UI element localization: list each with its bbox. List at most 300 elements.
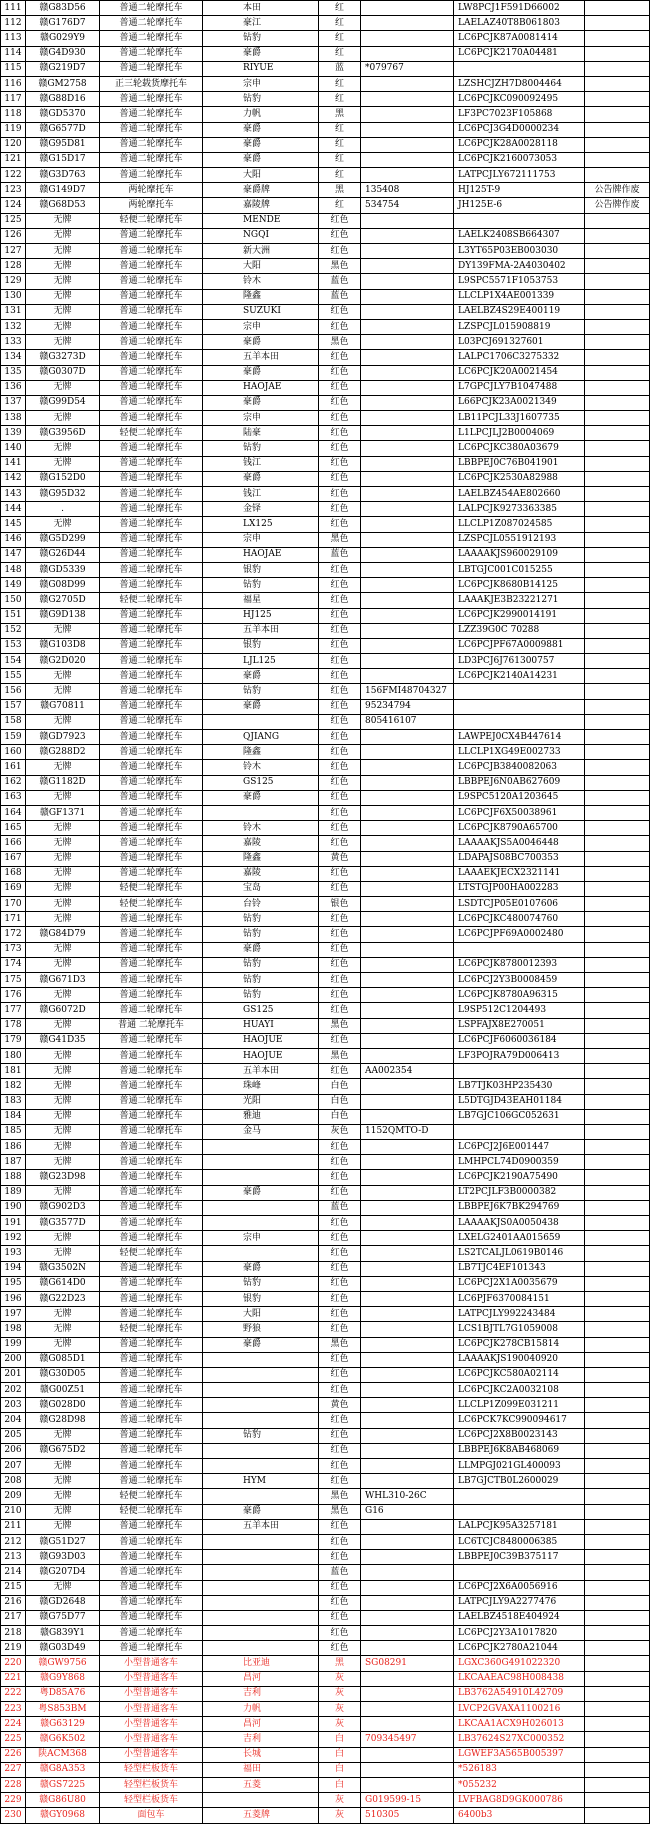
color-cell: 红	[319, 16, 361, 31]
remark-cell	[585, 76, 650, 91]
row-number-cell: 162	[1, 775, 26, 790]
vehicle-type-cell: 普通二轮摩托车	[100, 441, 203, 456]
remark-cell	[585, 1808, 650, 1823]
remark-cell	[585, 1489, 650, 1504]
remark-cell	[585, 1686, 650, 1701]
color-cell: 红色	[319, 502, 361, 517]
brand-cell: 豪爵	[203, 395, 319, 410]
remark-cell	[585, 654, 650, 669]
row-number-cell: 170	[1, 897, 26, 912]
vehicle-type-cell: 轻便二轮摩托车	[100, 426, 203, 441]
row-number-cell: 214	[1, 1565, 26, 1580]
brand-cell: 陆豪	[203, 426, 319, 441]
engine-number-cell	[361, 274, 454, 289]
row-number-cell: 185	[1, 1124, 26, 1139]
color-cell: 红色	[319, 1231, 361, 1246]
vehicle-type-cell: 轻便二轮摩托车	[100, 1246, 203, 1261]
plate-number-cell: 赣G028D0	[26, 1398, 100, 1413]
table-row	[1, 122, 650, 137]
engine-number-cell	[361, 304, 454, 319]
vehicle-type-cell: 普通二轮摩托车	[100, 957, 203, 972]
table-row	[1, 1170, 650, 1185]
table-row	[1, 441, 650, 456]
row-number-cell: 149	[1, 578, 26, 593]
table-row	[1, 1550, 650, 1565]
brand-cell: 金马	[203, 1124, 319, 1139]
vehicle-type-cell: 普通二轮摩托车	[100, 532, 203, 547]
engine-number-cell	[361, 1352, 454, 1367]
vehicle-type-cell: 普通二轮摩托车	[100, 350, 203, 365]
table-row	[1, 1534, 650, 1549]
vin-number-cell: LAELBZ4518E404924	[454, 1610, 585, 1625]
vehicle-type-cell: 普通二轮摩托车	[100, 1276, 203, 1291]
remark-cell	[585, 1367, 650, 1382]
vin-number-cell	[454, 1504, 585, 1519]
engine-number-cell	[361, 532, 454, 547]
row-number-cell: 141	[1, 456, 26, 471]
remark-cell	[585, 1307, 650, 1322]
color-cell: 蓝色	[319, 1565, 361, 1580]
color-cell: 红色	[319, 1064, 361, 1079]
vin-number-cell: LC6PCJ2Y3A1017820	[454, 1626, 585, 1641]
engine-number-cell	[361, 1626, 454, 1641]
vehicle-type-cell: 普通二轮摩托车	[100, 1519, 203, 1534]
vehicle-type-cell: 普通二轮摩托车	[100, 1474, 203, 1489]
brand-cell: 珠峰	[203, 1079, 319, 1094]
vehicle-type-cell: 普通二轮摩托车	[100, 1428, 203, 1443]
table-row	[1, 1398, 650, 1413]
vin-number-cell: LAELAZ40T8B061803	[454, 16, 585, 31]
brand-cell: 昌河	[203, 1671, 319, 1686]
row-number-cell: 166	[1, 836, 26, 851]
color-cell: 蓝色	[319, 547, 361, 562]
vin-number-cell: LATPCJLY672111753	[454, 168, 585, 183]
row-number-cell: 220	[1, 1656, 26, 1671]
color-cell: 银色	[319, 897, 361, 912]
plate-number-cell: 无牌	[26, 259, 100, 274]
brand-cell	[203, 1443, 319, 1458]
vehicle-type-cell: 普通二轮摩托车	[100, 46, 203, 61]
brand-cell: 嘉陵牌	[203, 198, 319, 213]
remark-cell	[585, 684, 650, 699]
row-number-cell: 118	[1, 107, 26, 122]
brand-cell: 豪爵牌	[203, 183, 319, 198]
row-number-cell: 192	[1, 1231, 26, 1246]
row-number-cell: 160	[1, 745, 26, 760]
engine-number-cell	[361, 31, 454, 46]
row-number-cell: 213	[1, 1550, 26, 1565]
color-cell: 黑色	[319, 335, 361, 350]
remark-cell	[585, 638, 650, 653]
remark-cell	[585, 1717, 650, 1732]
plate-number-cell: 无牌	[26, 335, 100, 350]
remark-cell	[585, 1079, 650, 1094]
engine-number-cell: 709345497	[361, 1732, 454, 1747]
vin-number-cell: LC6PCJ2J6E001447	[454, 1140, 585, 1155]
vehicle-type-cell: 普通二轮摩托车	[100, 335, 203, 350]
vehicle-type-cell: 小型普通客车	[100, 1702, 203, 1717]
remark-cell	[585, 897, 650, 912]
vehicle-type-cell: 普通二轮摩托车	[100, 16, 203, 31]
plate-number-cell: 无牌	[26, 319, 100, 334]
engine-number-cell	[361, 335, 454, 350]
table-row	[1, 1762, 650, 1777]
table-row	[1, 319, 650, 334]
engine-number-cell	[361, 1459, 454, 1474]
vehicle-type-cell: 普通二轮摩托车	[100, 1140, 203, 1155]
vehicle-type-cell: 普通二轮摩托车	[100, 1626, 203, 1641]
color-cell: 红	[319, 122, 361, 137]
vin-number-cell: *526183	[454, 1762, 585, 1777]
vehicle-type-cell: 普通二轮摩托车	[100, 836, 203, 851]
brand-cell: 宝岛	[203, 881, 319, 896]
engine-number-cell	[361, 1702, 454, 1717]
engine-number-cell	[361, 517, 454, 532]
vin-number-cell: *055232	[454, 1777, 585, 1792]
table-row	[1, 456, 650, 471]
vin-number-cell: LTSTGJP00HA002283	[454, 881, 585, 896]
remark-cell	[585, 669, 650, 684]
brand-cell: 宗申	[203, 76, 319, 91]
color-cell: 红色	[319, 1595, 361, 1610]
plate-number-cell: 无牌	[26, 1079, 100, 1094]
engine-number-cell	[361, 912, 454, 927]
color-cell: 红色	[319, 973, 361, 988]
remark-cell	[585, 1732, 650, 1747]
engine-number-cell	[361, 957, 454, 972]
row-number-cell: 172	[1, 927, 26, 942]
table-row	[1, 593, 650, 608]
vehicle-type-cell: 小型普通客车	[100, 1686, 203, 1701]
remark-cell	[585, 1094, 650, 1109]
remark-cell	[585, 1610, 650, 1625]
vin-number-cell	[454, 213, 585, 228]
row-number-cell: 139	[1, 426, 26, 441]
table-row	[1, 31, 650, 46]
vehicle-type-cell: 普通二轮摩托车	[100, 1291, 203, 1306]
vin-number-cell: LAWPEJ0CX4B447614	[454, 730, 585, 745]
brand-cell	[203, 1565, 319, 1580]
plate-number-cell: 无牌	[26, 790, 100, 805]
vin-number-cell: LAELBZ4S29E400119	[454, 304, 585, 319]
brand-cell	[203, 1641, 319, 1656]
color-cell: 红色	[319, 638, 361, 653]
table-row	[1, 532, 650, 547]
remark-cell	[585, 988, 650, 1003]
plate-number-cell: 赣G671D3	[26, 973, 100, 988]
remark-cell	[585, 699, 650, 714]
color-cell: 白	[319, 1732, 361, 1747]
color-cell: 蓝色	[319, 1200, 361, 1215]
plate-number-cell: 赣G2705D	[26, 593, 100, 608]
vin-number-cell: LXELG2401AA015659	[454, 1231, 585, 1246]
vehicle-type-cell: 普通二轮摩托车	[100, 1124, 203, 1139]
engine-number-cell: 510305	[361, 1808, 454, 1823]
color-cell: 蓝	[319, 61, 361, 76]
table-row	[1, 821, 650, 836]
brand-cell: 昌河	[203, 1717, 319, 1732]
brand-cell	[203, 1170, 319, 1185]
plate-number-cell: 赣G03D49	[26, 1641, 100, 1656]
brand-cell: RIYUE	[203, 61, 319, 76]
plate-number-cell: 无牌	[26, 289, 100, 304]
engine-number-cell	[361, 638, 454, 653]
vehicle-type-cell: 普通二轮摩托车	[100, 1048, 203, 1063]
brand-cell: 大阳	[203, 259, 319, 274]
row-number-cell: 112	[1, 16, 26, 31]
table-row	[1, 1504, 650, 1519]
vin-number-cell: L5DTGJD43EAH01184	[454, 1094, 585, 1109]
brand-cell: 钻豹	[203, 927, 319, 942]
remark-cell	[585, 760, 650, 775]
row-number-cell: 226	[1, 1747, 26, 1762]
color-cell: 红色	[319, 1307, 361, 1322]
engine-number-cell	[361, 1307, 454, 1322]
plate-number-cell: 赣G9D138	[26, 608, 100, 623]
row-number-cell: 194	[1, 1261, 26, 1276]
engine-number-cell	[361, 866, 454, 881]
brand-cell: 豪爵	[203, 152, 319, 167]
table-row	[1, 1003, 650, 1018]
row-number-cell: 161	[1, 760, 26, 775]
remark-cell	[585, 745, 650, 760]
remark-cell	[585, 942, 650, 957]
color-cell: 红色	[319, 304, 361, 319]
table-row	[1, 350, 650, 365]
brand-cell	[203, 1489, 319, 1504]
remark-cell	[585, 851, 650, 866]
engine-number-cell	[361, 1109, 454, 1124]
table-row	[1, 790, 650, 805]
table-row	[1, 76, 650, 91]
brand-cell: 嘉陵	[203, 866, 319, 881]
vehicle-type-cell: 轻便二轮摩托车	[100, 1489, 203, 1504]
color-cell: 灰	[319, 1702, 361, 1717]
plate-number-cell: 无牌	[26, 1140, 100, 1155]
row-number-cell: 191	[1, 1216, 26, 1231]
plate-number-cell: 赣G085D1	[26, 1352, 100, 1367]
vehicle-type-cell: 普通二轮摩托车	[100, 1443, 203, 1458]
table-row	[1, 1443, 650, 1458]
table-row	[1, 92, 650, 107]
vin-number-cell: LC6PCJPF69A0002480	[454, 927, 585, 942]
vehicle-type-cell: 普通二轮摩托车	[100, 547, 203, 562]
brand-cell: 吉利	[203, 1732, 319, 1747]
row-number-cell: 171	[1, 912, 26, 927]
table-row	[1, 562, 650, 577]
color-cell: 蓝色	[319, 274, 361, 289]
remark-cell	[585, 122, 650, 137]
row-number-cell: 212	[1, 1534, 26, 1549]
brand-cell: 银豹	[203, 562, 319, 577]
engine-number-cell	[361, 775, 454, 790]
plate-number-cell: 无牌	[26, 380, 100, 395]
color-cell: 红色	[319, 1550, 361, 1565]
vehicle-type-cell: 轻型栏板货车	[100, 1777, 203, 1792]
color-cell: 红色	[319, 684, 361, 699]
vin-number-cell: LALPCJK9273363385	[454, 502, 585, 517]
plate-number-cell: 赣G08D99	[26, 578, 100, 593]
color-cell: 红色	[319, 1580, 361, 1595]
row-number-cell: 158	[1, 714, 26, 729]
brand-cell: 银豹	[203, 1291, 319, 1306]
brand-cell: GS125	[203, 1003, 319, 1018]
row-number-cell: 173	[1, 942, 26, 957]
row-number-cell: 195	[1, 1276, 26, 1291]
engine-number-cell	[361, 1474, 454, 1489]
table-row	[1, 1307, 650, 1322]
row-number-cell: 135	[1, 365, 26, 380]
color-cell: 红色	[319, 805, 361, 820]
row-number-cell: 167	[1, 851, 26, 866]
engine-number-cell	[361, 1, 454, 16]
table-row	[1, 1216, 650, 1231]
vin-number-cell: LC6PCJK8780012393	[454, 957, 585, 972]
row-number-cell: 164	[1, 805, 26, 820]
table-row	[1, 897, 650, 912]
engine-number-cell	[361, 1747, 454, 1762]
vin-number-cell: LC6PCJK2140A14231	[454, 669, 585, 684]
row-number-cell: 187	[1, 1155, 26, 1170]
vehicle-type-cell: 普通二轮摩托车	[100, 1550, 203, 1565]
plate-number-cell: 赣G9Y868	[26, 1671, 100, 1686]
table-row	[1, 1, 650, 16]
plate-number-cell: 赣G95D32	[26, 487, 100, 502]
plate-number-cell: 赣G75D77	[26, 1610, 100, 1625]
remark-cell	[585, 1033, 650, 1048]
vehicle-type-cell: 轻便二轮摩托车	[100, 881, 203, 896]
vehicle-type-cell: 普通二轮摩托车	[100, 866, 203, 881]
color-cell: 红色	[319, 1459, 361, 1474]
vehicle-type-cell: 普通二轮摩托车	[100, 608, 203, 623]
brand-cell: QJIANG	[203, 730, 319, 745]
remark-cell	[585, 517, 650, 532]
remark-cell	[585, 623, 650, 638]
vehicle-type-cell: 普通二轮摩托车	[100, 122, 203, 137]
brand-cell: 嘉陵	[203, 836, 319, 851]
table-row	[1, 1322, 650, 1337]
vehicle-type-cell: 普通二轮摩托车	[100, 927, 203, 942]
brand-cell: 钻豹	[203, 973, 319, 988]
table-row	[1, 699, 650, 714]
table-row	[1, 411, 650, 426]
vehicle-type-cell: 普通二轮摩托车	[100, 31, 203, 46]
color-cell: 红色	[319, 760, 361, 775]
vehicle-type-cell: 普通二轮摩托车	[100, 1337, 203, 1352]
vehicle-type-cell: 普通二轮摩托车	[100, 1079, 203, 1094]
remark-cell	[585, 866, 650, 881]
brand-cell: HJ125	[203, 608, 319, 623]
remark-cell	[585, 213, 650, 228]
remark-cell	[585, 1, 650, 16]
plate-number-cell: 赣G3273D	[26, 350, 100, 365]
plate-number-cell: 无牌	[26, 517, 100, 532]
plate-number-cell: 赣G4D930	[26, 46, 100, 61]
brand-cell: 银豹	[203, 638, 319, 653]
vin-number-cell: LB3762A54910L42709	[454, 1686, 585, 1701]
plate-number-cell: 无牌	[26, 1109, 100, 1124]
table-row	[1, 1671, 650, 1686]
brand-cell: NGQI	[203, 228, 319, 243]
vehicle-type-cell: 普通二轮摩托车	[100, 1231, 203, 1246]
row-number-cell: 208	[1, 1474, 26, 1489]
color-cell: 白色	[319, 1094, 361, 1109]
table-row	[1, 714, 650, 729]
remark-cell	[585, 395, 650, 410]
row-number-cell: 217	[1, 1610, 26, 1625]
vin-number-cell	[454, 714, 585, 729]
vehicle-type-cell: 普通二轮摩托车	[100, 289, 203, 304]
vin-number-cell: LC6PCJ2X8B0023143	[454, 1428, 585, 1443]
brand-cell: 力帆	[203, 107, 319, 122]
engine-number-cell	[361, 1170, 454, 1185]
brand-cell: 豪爵	[203, 1185, 319, 1200]
plate-number-cell: 赣G41D35	[26, 1033, 100, 1048]
vin-number-cell: LC6PCJF6X50038961	[454, 805, 585, 820]
row-number-cell: 113	[1, 31, 26, 46]
vehicle-type-cell: 普通二轮摩托车	[100, 1109, 203, 1124]
row-number-cell: 206	[1, 1443, 26, 1458]
remark-cell	[585, 1261, 650, 1276]
table-row	[1, 608, 650, 623]
vehicle-type-cell: 普通二轮摩托车	[100, 1, 203, 16]
table-row	[1, 957, 650, 972]
brand-cell: 豪爵	[203, 335, 319, 350]
color-cell: 红色	[319, 1352, 361, 1367]
vehicle-type-cell: 普通二轮摩托车	[100, 487, 203, 502]
color-cell: 红色	[319, 1261, 361, 1276]
row-number-cell: 205	[1, 1428, 26, 1443]
vin-number-cell: LLCLP1Z087024585	[454, 517, 585, 532]
color-cell: 黑色	[319, 532, 361, 547]
plate-number-cell: 无牌	[26, 942, 100, 957]
vehicle-type-cell: 普通二轮摩托车	[100, 1155, 203, 1170]
remark-cell	[585, 1064, 650, 1079]
vin-number-cell: LLCLP1XG49E002733	[454, 745, 585, 760]
plate-number-cell: 无牌	[26, 274, 100, 289]
engine-number-cell: WHL310-26C	[361, 1489, 454, 1504]
engine-number-cell	[361, 213, 454, 228]
vehicle-type-cell: 普通二轮摩托车	[100, 168, 203, 183]
remark-cell	[585, 228, 650, 243]
color-cell: 红色	[319, 1610, 361, 1625]
remark-cell	[585, 957, 650, 972]
table-row	[1, 1747, 650, 1762]
brand-cell: 豪爵	[203, 471, 319, 486]
brand-cell: LX125	[203, 517, 319, 532]
brand-cell: 台铃	[203, 897, 319, 912]
row-number-cell: 183	[1, 1094, 26, 1109]
brand-cell: 豪爵	[203, 699, 319, 714]
row-number-cell: 152	[1, 623, 26, 638]
brand-cell: 豪爵	[203, 790, 319, 805]
row-number-cell: 230	[1, 1808, 26, 1823]
engine-number-cell	[361, 1428, 454, 1443]
table-row	[1, 1428, 650, 1443]
table-row	[1, 1367, 650, 1382]
color-cell: 红色	[319, 1291, 361, 1306]
color-cell: 红色	[319, 1033, 361, 1048]
brand-cell: HAOJAE	[203, 547, 319, 562]
engine-number-cell	[361, 1777, 454, 1792]
plate-number-cell: 无牌	[26, 1018, 100, 1033]
remark-cell	[585, 547, 650, 562]
row-number-cell: 121	[1, 152, 26, 167]
color-cell: 红色	[319, 593, 361, 608]
vin-number-cell: DY139FMA-2A4030402	[454, 259, 585, 274]
plate-number-cell: 无牌	[26, 669, 100, 684]
remark-cell	[585, 1246, 650, 1261]
